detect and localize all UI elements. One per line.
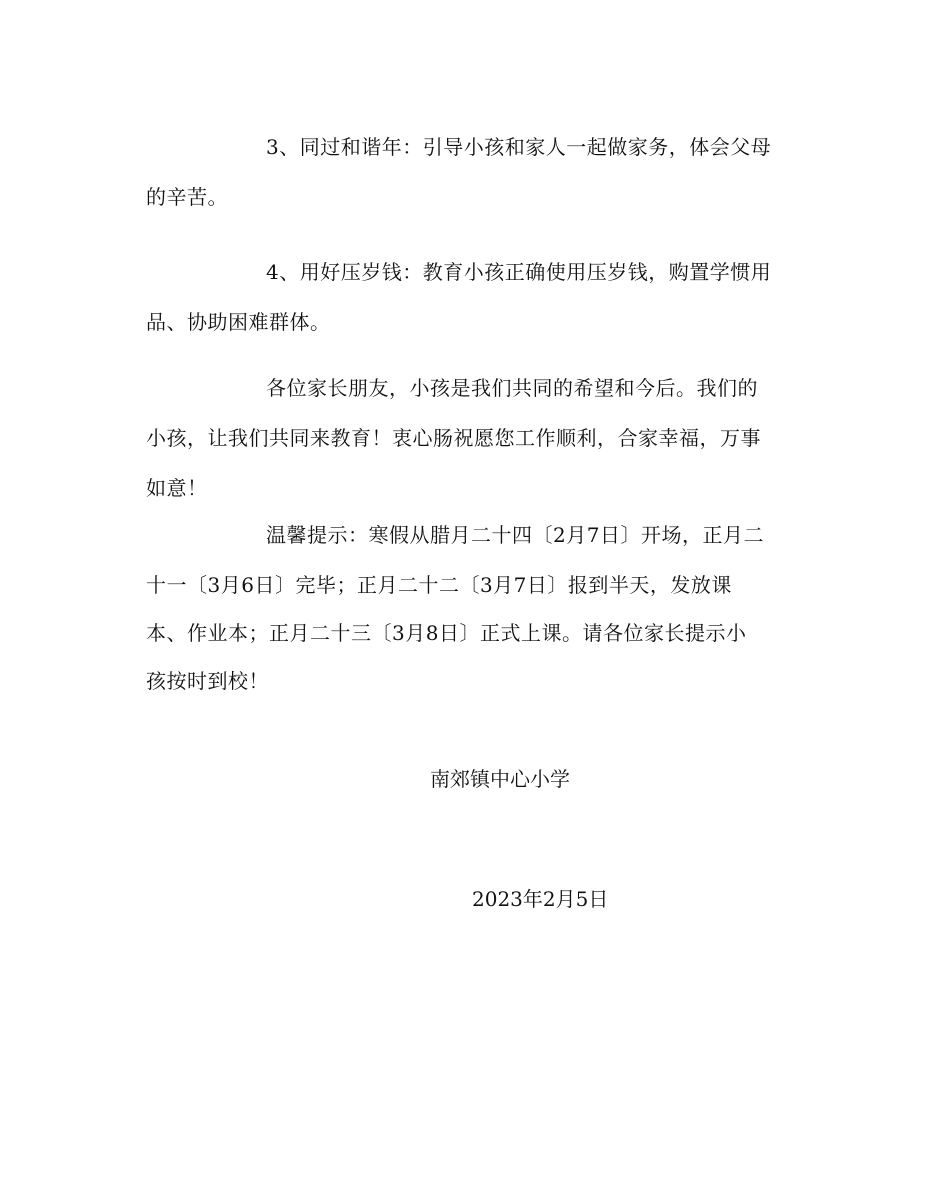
- paragraph-4-line-4: 孩按时到校！: [146, 669, 269, 693]
- paragraph-3-line-2: 小孩，让我们共同来教育！衷心肠祝愿您工作顺利，合家幸福，万事: [146, 426, 761, 450]
- paragraph-4-line-2: 十一〔3月6日〕完毕；正月二十二〔3月7日〕报到半天，发放课: [146, 573, 732, 597]
- paragraph-1-line-2: 的辛苦。: [146, 185, 228, 209]
- signature: 南郊镇中心小学: [430, 767, 570, 791]
- paragraph-2-line-2: 品、协助困难群体。: [146, 310, 331, 334]
- paragraph-3-line-1: 各位家长朋友，小孩是我们共同的希望和今后。我们的: [266, 376, 758, 400]
- paragraph-2-line-1: 4、用好压岁钱：教育小孩正确使用压岁钱，购置学惯用: [266, 260, 772, 284]
- paragraph-1-line-1: 3、同过和谐年：引导小孩和家人一起做家务，体会父母: [266, 135, 772, 159]
- paragraph-3-line-3: 如意！: [146, 476, 208, 500]
- date: 2023年2月5日: [472, 887, 609, 911]
- paragraph-4-line-1: 温馨提示：寒假从腊月二十四〔2月7日〕开场，正月二: [266, 523, 764, 547]
- paragraph-4-line-3: 本、作业本；正月二十三〔3月8日〕正式上课。请各位家长提示小: [146, 621, 747, 645]
